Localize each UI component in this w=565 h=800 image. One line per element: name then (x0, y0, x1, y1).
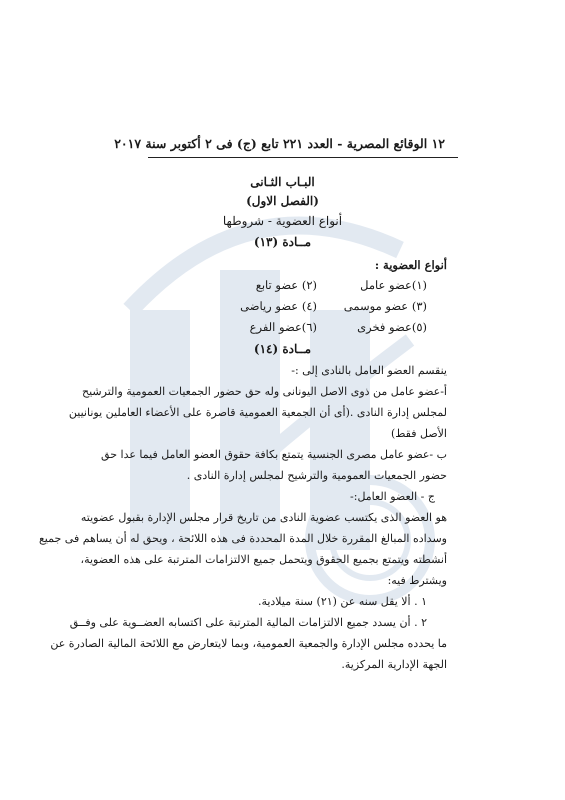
article-line: ١ . ألا يقل سنه عن (٢١) سنة ميلادية. (257, 595, 427, 608)
chapter-title: البـاب الثـانى (250, 175, 315, 189)
article-line: ما يحدده مجلس الإدارة والجمعية العمومية، وبما لايتعارض مع اللائحة المالية الصادرة عن (50, 637, 447, 650)
article-line: ينقسم العضو العامل بالنادى إلى :- (291, 364, 447, 377)
article-line: لمجلس إدارة النادى .(أى أن الجمعية العمومية قاصرة على الأعضاء العاملين يونانيين (68, 406, 447, 419)
membership-type-item: (٦)عضو الفرع (249, 320, 317, 334)
membership-type-item: (٣) عضو موسمى (343, 299, 427, 313)
part-title: (الفصل الاول) (246, 194, 319, 208)
article-line: أ-عضو عامل من ذوى الاصل اليونانى وله حق حضور الجمعيات العمومية والترشيح (82, 385, 447, 398)
article-line: حضور الجمعيات العمومية والترشيح لمجلس إدارة النادى . (186, 469, 447, 482)
page-header: ١٢ الوقائع المصرية - العدد ٢٢١ تابع (ج) فى ٢ أكتوبر سنة ٢٠١٧ (114, 136, 445, 151)
membership-type-item: (١)عضو عامل (360, 278, 427, 292)
article-line: ب -عضو عامل مصرى الجنسية يتمتع بكافة حقوق العضو العامل فيما عدا حق (101, 448, 447, 461)
article-13-title: مــادة (١٣) (253, 235, 312, 249)
article-line: الجهة الإدارية المركزية. (341, 658, 447, 671)
membership-type-item: (٥)عضو فخرى (357, 320, 427, 334)
article-14-title: مــادة (١٤) (253, 342, 312, 356)
article-line: أنشطته ويتمتع بجميع الحقوق ويتحمل جميع الالتزامات المترتبة على هذه العضوية، (80, 553, 447, 566)
article-line: وسداده المبالغ المقررة خلال المدة المحددة فى هذه اللائحة ، ويحق له أن يساهم فى جميع (38, 532, 447, 545)
article-line: الأصل فقط) (390, 427, 447, 440)
membership-type-item: (٢) عضو تابع (255, 278, 317, 292)
header-divider (148, 157, 458, 158)
article-line: هو العضو الذى يكتسب عضوية النادى من تاريخ قرار مجلس الإدارة بقبول عضويته (80, 511, 447, 524)
article-line: ج - العضو العامل:- (350, 490, 435, 503)
article-line: ويشترط فيه: (387, 574, 447, 587)
article-line: ٢ . أن يسدد جميع الالتزامات المالية المترتبة على اكتسابه العضــوية على وفــق (69, 616, 427, 629)
membership-types-heading: أنواع العضوية : (374, 258, 447, 272)
section-subtitle: أنواع العضوية - شروطها (222, 214, 343, 228)
membership-type-item: (٤) عضو رياضى (240, 299, 317, 313)
